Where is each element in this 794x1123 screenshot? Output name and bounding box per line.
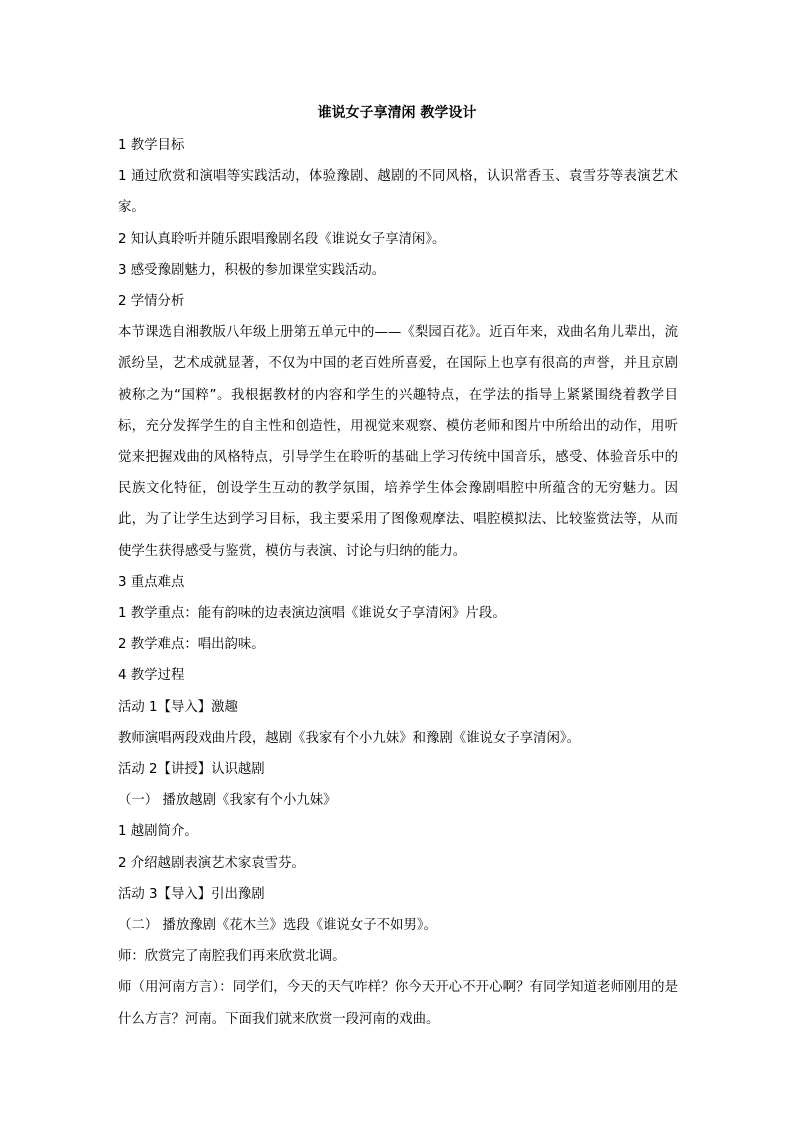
objective-item-2: 2 知认真聆听并随乐跟唱豫剧名段《谁说女子享清闲》。 xyxy=(118,231,446,247)
heading-student-analysis: 2 学情分析 xyxy=(118,294,185,310)
key-point-item: 1 教学重点：能有韵味的边表演边演唱《谁说女子享清闲》片段。 xyxy=(118,606,506,622)
heading-key-points: 3 重点难点 xyxy=(118,574,185,590)
heading-objectives: 1 教学目标 xyxy=(118,138,185,153)
document-title: 谁说女子享清闲 教学设计 xyxy=(317,105,477,121)
activity-2-item-2: 2 介绍越剧表演艺术家袁雪芬。 xyxy=(118,855,305,871)
teacher-line-1: 师：欣赏完了南腔我们再来欣赏北调。 xyxy=(118,949,346,965)
teacher-line-2: 师（用河南方言）：同学们，今天的天气咋样？你今天开心不开心啊？有同学知道老师刚用的是什么方言？河南。下面我们就来欣赏一段河南的戏曲。 xyxy=(118,980,678,1027)
activity-2-subheading: （一） 播放越剧《我家有个小九妹》 xyxy=(118,793,337,809)
activity-1-heading: 活动 1【导入】激趣 xyxy=(118,699,238,715)
activity-2-heading: 活动 2【讲授】认识越剧 xyxy=(118,762,265,778)
activity-3-heading: 活动 3【导入】引出豫剧 xyxy=(118,886,265,902)
heading-teaching-process: 4 教学过程 xyxy=(118,668,185,684)
difficulty-item: 2 教学难点：唱出韵味。 xyxy=(118,637,265,653)
objective-item-1: 1 通过欣赏和演唱等实践活动，体验豫剧、越剧的不同风格，认识常香玉、袁雪芬等表演艺术家。 xyxy=(118,169,678,216)
activity-2-item-1: 1 越剧简介。 xyxy=(118,824,198,840)
document-body xyxy=(118,130,678,1035)
objective-item-3: 3 感受豫剧魅力，积极的参加课堂实践活动。 xyxy=(118,262,386,278)
student-analysis-paragraph: 本节课选自湘教版八年级上册第五单元中的——《梨园百花》。近百年来，戏曲名角儿辈出，流派纷呈，艺术成就显著，不仅为中国的老百姓所喜爱，在国际上也享有很高的声誉，并且京剧被称之为“国粹”。我根据教材的内容和学生的兴趣特点，在学法的指导上紧紧围绕着教学目标，充分发挥学生的自主性和创造性，用视觉来观察、模仿老师和图片中所给出的动作，用听觉来把握戏曲的风格特点，引导学生在聆听的基础上学习传统中国音乐，感受、体验音乐中的民族文化特征，创设学生互动的教学氛围，培养学生体会豫剧唱腔中所蕴含的无穷魅力。因此，为了让学生达到学习目标，我主要采用了图像观摩法、唱腔模拟法、比较鉴赏法等，从而使学生获得感受与鉴赏，模仿与表演、讨论与归纳的能力。 xyxy=(118,325,678,559)
activity-3-subheading: （二） 播放豫剧《花木兰》选段《谁说女子不如男》。 xyxy=(118,918,437,934)
activity-1-text: 教师演唱两段戏曲片段，越剧《我家有个小九妹》和豫剧《谁说女子享清闲》。 xyxy=(118,730,580,746)
